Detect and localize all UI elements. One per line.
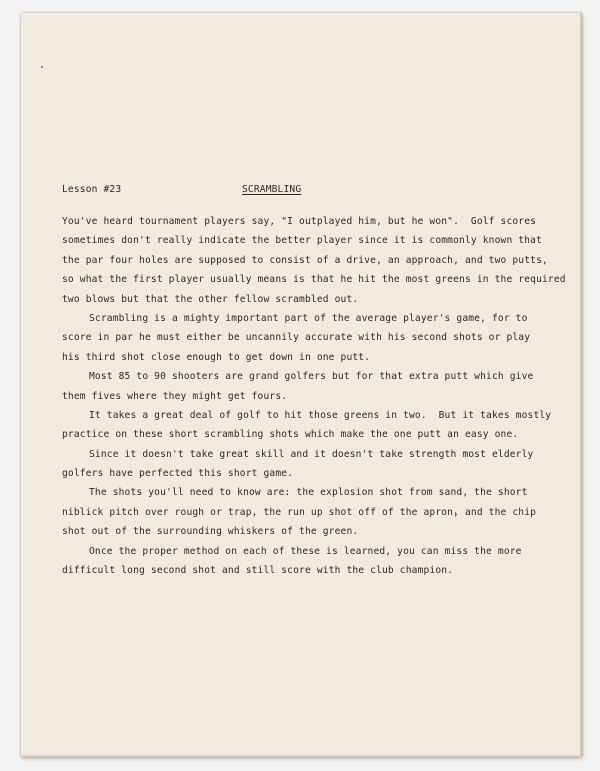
text-line: difficult long second shot and still score with the club champion. xyxy=(62,565,454,577)
text-line: The shots you'll need to know are: the explosion shot from sand, the short xyxy=(89,487,528,499)
text-line: practice on these short scrambling shots which make the one putt an easy one. xyxy=(62,429,519,441)
text-line: the par four holes are supposed to consist of a drive, an approach, and two putts, xyxy=(62,254,548,266)
paragraph-6 xyxy=(62,487,562,545)
text-line: Scrambling is a mighty important part of the average player's game, for to xyxy=(89,312,528,324)
text-line: them fives where they might get fours. xyxy=(62,390,288,402)
text-line: so what the first player usually means is that he hit the most greens in the required xyxy=(62,274,566,286)
paragraph-5 xyxy=(62,449,562,488)
paragraph-3 xyxy=(62,371,562,410)
paragraph-4 xyxy=(62,410,562,449)
text-line: sometimes don't really indicate the better player since it is commonly known that xyxy=(62,235,542,247)
lesson-body xyxy=(62,216,566,584)
paragraph-7 xyxy=(62,546,562,585)
text-line: score in par he must either be uncannily accurate with his second shots or play xyxy=(62,332,531,344)
text-line: You've heard tournament players say, "I outplayed him, but he won". Golf scores xyxy=(62,216,537,227)
text-line: Once the proper method on each of these is learned, you can miss the more xyxy=(89,545,522,557)
paragraph-2 xyxy=(62,313,562,371)
text-line: It takes a great deal of golf to hit those greens in two. But it takes mostly xyxy=(89,409,552,421)
text-line: Most 85 to 90 shooters are grand golfers but for that extra putt which give xyxy=(89,371,534,383)
text-line: niblick pitch over rough or trap, the run up shot off of the apron, and the chip xyxy=(62,506,537,518)
paper-speck xyxy=(41,66,43,68)
lesson-title: SCRAMBLING xyxy=(242,184,302,195)
text-line: golfers have perfected this short game. xyxy=(62,468,294,480)
text-line: two blows but that the other fellow scrambled out. xyxy=(62,293,359,305)
text-line: his third shot close enough to get down in one putt. xyxy=(62,351,371,363)
lesson-number: Lesson #23 xyxy=(62,184,122,195)
paragraph-1 xyxy=(62,216,566,313)
text-line: Since it doesn't take great skill and it doesn't take strength most elderly xyxy=(89,448,534,460)
text-line: shot out of the surrounding whiskers of the green. xyxy=(62,526,359,538)
